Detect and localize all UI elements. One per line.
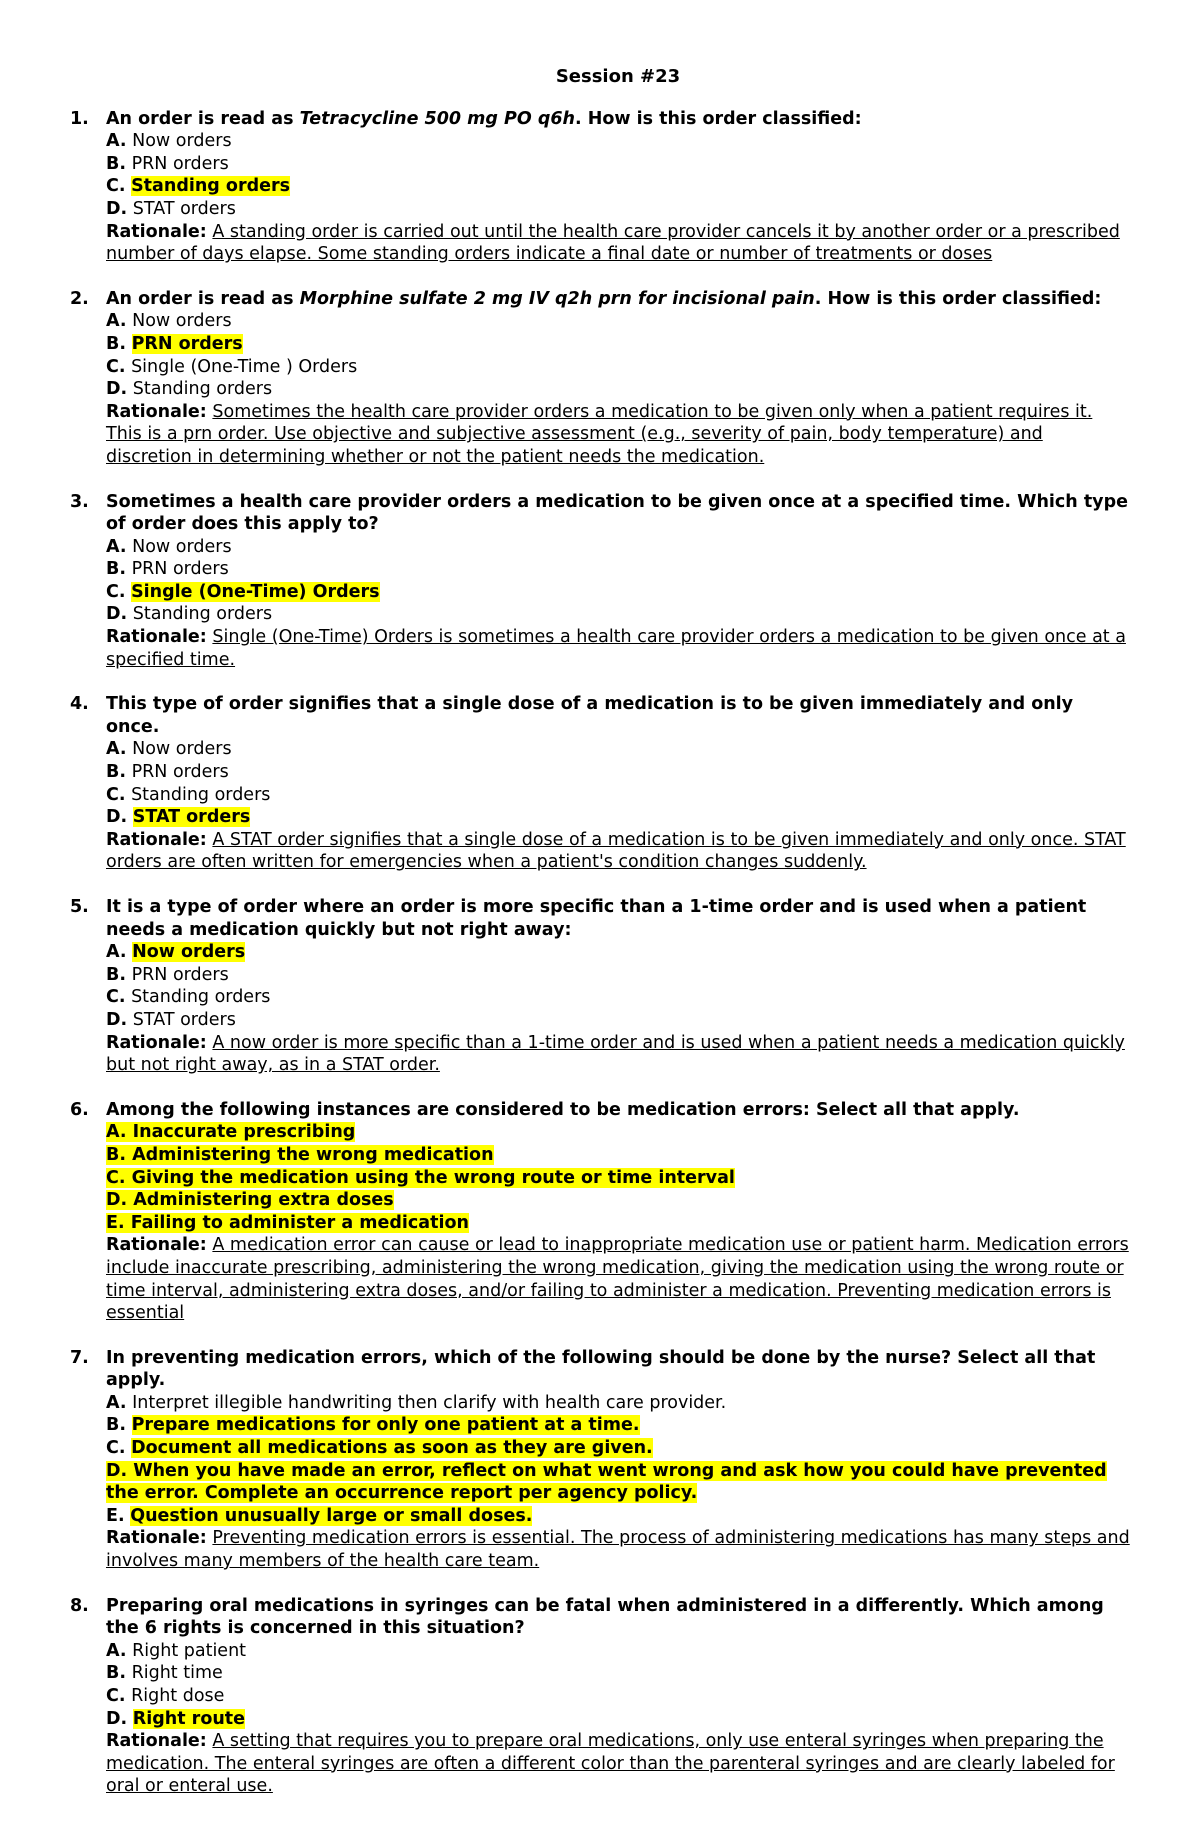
rationale: [106, 1527, 1130, 1572]
option-letter: B.: [106, 1415, 126, 1436]
option-text: Right patient: [132, 1640, 247, 1661]
question-text: Preparing oral medications in syringes can be fatal when administered in a differently. Which among the 6 rights is concerned in this situation?: [106, 1595, 1104, 1639]
question-text-part: An order is read as: [106, 108, 300, 129]
option-text: Standing orders: [132, 604, 273, 625]
option-letter: D.: [106, 379, 128, 400]
question-text-part: An order is read as: [106, 288, 300, 309]
option-c-correct: [106, 1167, 1130, 1190]
option-text: Prepare medications for only one patient at a time.: [131, 1415, 640, 1436]
option-d: [106, 378, 1130, 401]
question-number: 3.: [70, 491, 89, 512]
option-letter: C.: [106, 1686, 126, 1706]
question-text-italic: Tetracycline 500 mg PO q6h: [299, 108, 575, 129]
question-3: [70, 491, 1130, 672]
option-text: PRN orders: [131, 333, 243, 354]
option-text: D. Administering extra doses: [106, 1190, 394, 1211]
option-text: PRN orders: [131, 762, 229, 783]
option-b: [106, 761, 1130, 784]
question-6: [70, 1099, 1130, 1325]
rationale-label: Rationale:: [106, 1235, 207, 1256]
option-letter: D.: [106, 1708, 128, 1729]
question-text-part: . How is this order classified:: [814, 288, 1102, 309]
question-number: 1.: [70, 108, 89, 129]
option-letter: C.: [106, 987, 126, 1008]
option-text: PRN orders: [131, 964, 229, 985]
question-number: 6.: [70, 1099, 89, 1120]
rationale-label: Rationale:: [106, 221, 207, 242]
option-text: Standing orders: [131, 784, 271, 805]
option-text: Right route: [132, 1708, 246, 1729]
rationale-text: Preventing medication errors is essential. The process of administering medications has many steps and involves many members of the health care team.: [106, 1528, 1130, 1572]
option-d-correct: [106, 806, 1130, 829]
option-text: Right dose: [131, 1686, 225, 1706]
option-letter: C.: [106, 176, 126, 197]
rationale: [106, 626, 1130, 671]
rationale: [106, 401, 1130, 469]
option-text: Standing orders: [132, 379, 273, 400]
rationale: [106, 1234, 1130, 1324]
option-letter: A.: [106, 739, 127, 760]
option-letter: B.: [106, 762, 126, 783]
option-text: Standing orders: [131, 987, 271, 1008]
question-text: Among the following instances are considered to be medication errors: Select all that apply.: [106, 1099, 1020, 1120]
option-text: D. When you have made an error, reflect on what went wrong and ask how you could have prevented the error. Complete an occurrence report per agency policy.: [106, 1460, 1107, 1504]
rationale-label: Rationale:: [106, 1528, 207, 1549]
option-a: [106, 536, 1130, 559]
option-text: A. Inaccurate prescribing: [106, 1122, 356, 1143]
option-b: [106, 558, 1130, 581]
option-letter: A.: [106, 942, 127, 963]
option-letter: B.: [106, 1663, 126, 1684]
rationale-text: Sometimes the health care provider orders a medication to be given only when a patient requires it. This is a prn order. Use objective and subjective assessment (e.g., severity of pain, body temperature) and discretion in determining whether or not the patient needs the medication.: [106, 401, 1093, 467]
question-list: [70, 108, 1130, 1798]
option-text: STAT orders: [132, 1009, 236, 1030]
option-text: STAT orders: [132, 198, 236, 219]
option-d-correct: [106, 1460, 1130, 1505]
question-text-part: . How is this order classified:: [575, 108, 862, 129]
option-c: [106, 986, 1130, 1009]
rationale-label: Rationale:: [106, 1731, 207, 1752]
question-number: 4.: [70, 694, 89, 715]
question-number: 8.: [70, 1595, 89, 1616]
option-text: Single (One-Time) Orders: [131, 581, 380, 602]
option-a: [106, 1392, 1130, 1415]
option-text: Interpret illegible handwriting then clarify with health care provider.: [132, 1392, 727, 1413]
rationale-label: Rationale:: [106, 401, 207, 422]
question-5: [70, 896, 1130, 1077]
option-letter: D.: [106, 198, 128, 219]
option-letter: C.: [106, 784, 126, 805]
option-letter: C.: [106, 581, 126, 602]
option-b-correct: [106, 1414, 1130, 1437]
option-letter: B.: [106, 333, 126, 354]
option-text: E. Failing to administer a medication: [106, 1212, 469, 1233]
option-text: Standing orders: [131, 176, 291, 197]
question-number: 5.: [70, 897, 89, 917]
option-letter: D.: [106, 604, 128, 625]
question-text: [106, 288, 1130, 311]
option-text: Question unusually large or small doses.: [130, 1505, 533, 1526]
option-text: Now orders: [132, 311, 232, 332]
option-letter: D.: [106, 807, 128, 828]
question-2: [70, 288, 1130, 469]
option-e-correct: [106, 1505, 1130, 1528]
option-a: [106, 738, 1130, 761]
option-e-correct: [106, 1212, 1130, 1235]
option-c-correct: [106, 1437, 1130, 1460]
option-a: [106, 1640, 1130, 1663]
option-d: [106, 198, 1130, 221]
option-d-correct: [106, 1708, 1130, 1731]
option-a-correct: [106, 941, 1130, 964]
option-letter: A.: [106, 1640, 127, 1661]
rationale-text: A now order is more specific than a 1-time order and is used when a patient needs a medication quickly but not right away, as in a STAT order.: [106, 1032, 1125, 1076]
option-letter: D.: [106, 1009, 128, 1030]
option-c: [106, 784, 1130, 807]
option-letter: A.: [106, 1392, 127, 1413]
rationale-text: A medication error can cause or lead to inappropriate medication use or patient harm. Medication errors include inaccurate prescribing, administering the wrong medication, giving the medication using the wrong route or time interval, administering extra doses, and/or failing to administer a medication. Preventing medication errors is essential: [106, 1235, 1129, 1324]
question-7: [70, 1347, 1130, 1573]
question-8: [70, 1595, 1130, 1798]
page-title: Session #23: [555, 66, 681, 87]
option-b-correct: [106, 1144, 1130, 1167]
rationale: [106, 829, 1130, 874]
option-text: PRN orders: [131, 153, 229, 174]
option-letter: A.: [106, 311, 127, 332]
rationale: [106, 1032, 1130, 1077]
option-c-correct: [106, 581, 1130, 604]
option-b: [106, 1662, 1130, 1685]
option-letter: C.: [106, 356, 126, 377]
option-text: PRN orders: [131, 559, 229, 580]
rationale: [106, 221, 1130, 266]
rationale-text: Single (One-Time) Orders is sometimes a health care provider orders a medication to be given once at a specified time.: [106, 627, 1126, 670]
option-text: Right time: [131, 1663, 223, 1684]
option-text: Single (One-Time ) Orders: [131, 356, 358, 377]
question-text-italic: Morphine sulfate 2 mg IV q2h prn for incisional pain: [299, 288, 815, 309]
option-b: [106, 964, 1130, 987]
question-text: This type of order signifies that a single dose of a medication is to be given immediately and only once.: [106, 694, 1074, 737]
rationale-text: A standing order is carried out until the health care provider cancels it by another order or a prescribed number of days elapse. Some standing orders indicate a final date or number of treatments or doses: [106, 221, 1120, 265]
option-c: [106, 1685, 1130, 1708]
question-number: 7.: [70, 1347, 89, 1368]
option-text: STAT orders: [132, 807, 251, 828]
option-text: B. Administering the wrong medication: [106, 1144, 494, 1165]
option-d: [106, 603, 1130, 626]
option-text: Now orders: [132, 536, 232, 557]
option-a: [106, 130, 1130, 153]
option-letter: C.: [106, 1438, 126, 1459]
option-c-correct: [106, 175, 1130, 198]
rationale-label: Rationale:: [106, 1032, 207, 1053]
question-1: [70, 108, 1130, 266]
option-a-correct: [106, 1121, 1130, 1144]
option-letter: E.: [106, 1505, 125, 1526]
option-b: [106, 153, 1130, 176]
rationale-text: A setting that requires you to prepare oral medications, only use enteral syringes when preparing the medication. The enteral syringes are often a different color than the parenteral syringes and are clearly labeled for oral or enteral use.: [106, 1731, 1115, 1797]
option-c: [106, 356, 1130, 379]
question-number: 2.: [70, 288, 89, 309]
option-letter: B.: [106, 559, 126, 580]
rationale: [106, 1730, 1130, 1798]
option-letter: A.: [106, 536, 127, 557]
option-letter: B.: [106, 153, 126, 174]
question-text: Sometimes a health care provider orders a medication to be given once at a specified time. Which type of order does this apply to?: [106, 491, 1128, 535]
question-4: [70, 693, 1130, 874]
option-letter: B.: [106, 964, 126, 985]
option-b-correct: [106, 333, 1130, 356]
rationale-label: Rationale:: [106, 829, 207, 850]
question-text: It is a type of order where an order is more specific than a 1-time order and is used when a patient needs a medication quickly but not right away:: [106, 897, 1087, 940]
option-a: [106, 310, 1130, 333]
option-d: [106, 1009, 1130, 1032]
option-d-correct: [106, 1189, 1130, 1212]
option-letter: A.: [106, 131, 127, 152]
option-text: Now orders: [132, 942, 246, 963]
question-text: [106, 108, 1130, 131]
rationale-text: A STAT order signifies that a single dose of a medication is to be given immediately and only once. STAT orders are often written for emergencies when a patient's condition changes suddenly.: [106, 829, 1126, 873]
option-text: Now orders: [132, 131, 232, 152]
option-text: Document all medications as soon as they are given.: [131, 1438, 653, 1459]
option-text: Now orders: [132, 739, 232, 760]
question-text: In preventing medication errors, which of the following should be done by the nurse? Select all that apply.: [106, 1347, 1096, 1391]
rationale-label: Rationale:: [106, 627, 207, 648]
option-text: C. Giving the medication using the wrong route or time interval: [106, 1167, 735, 1188]
